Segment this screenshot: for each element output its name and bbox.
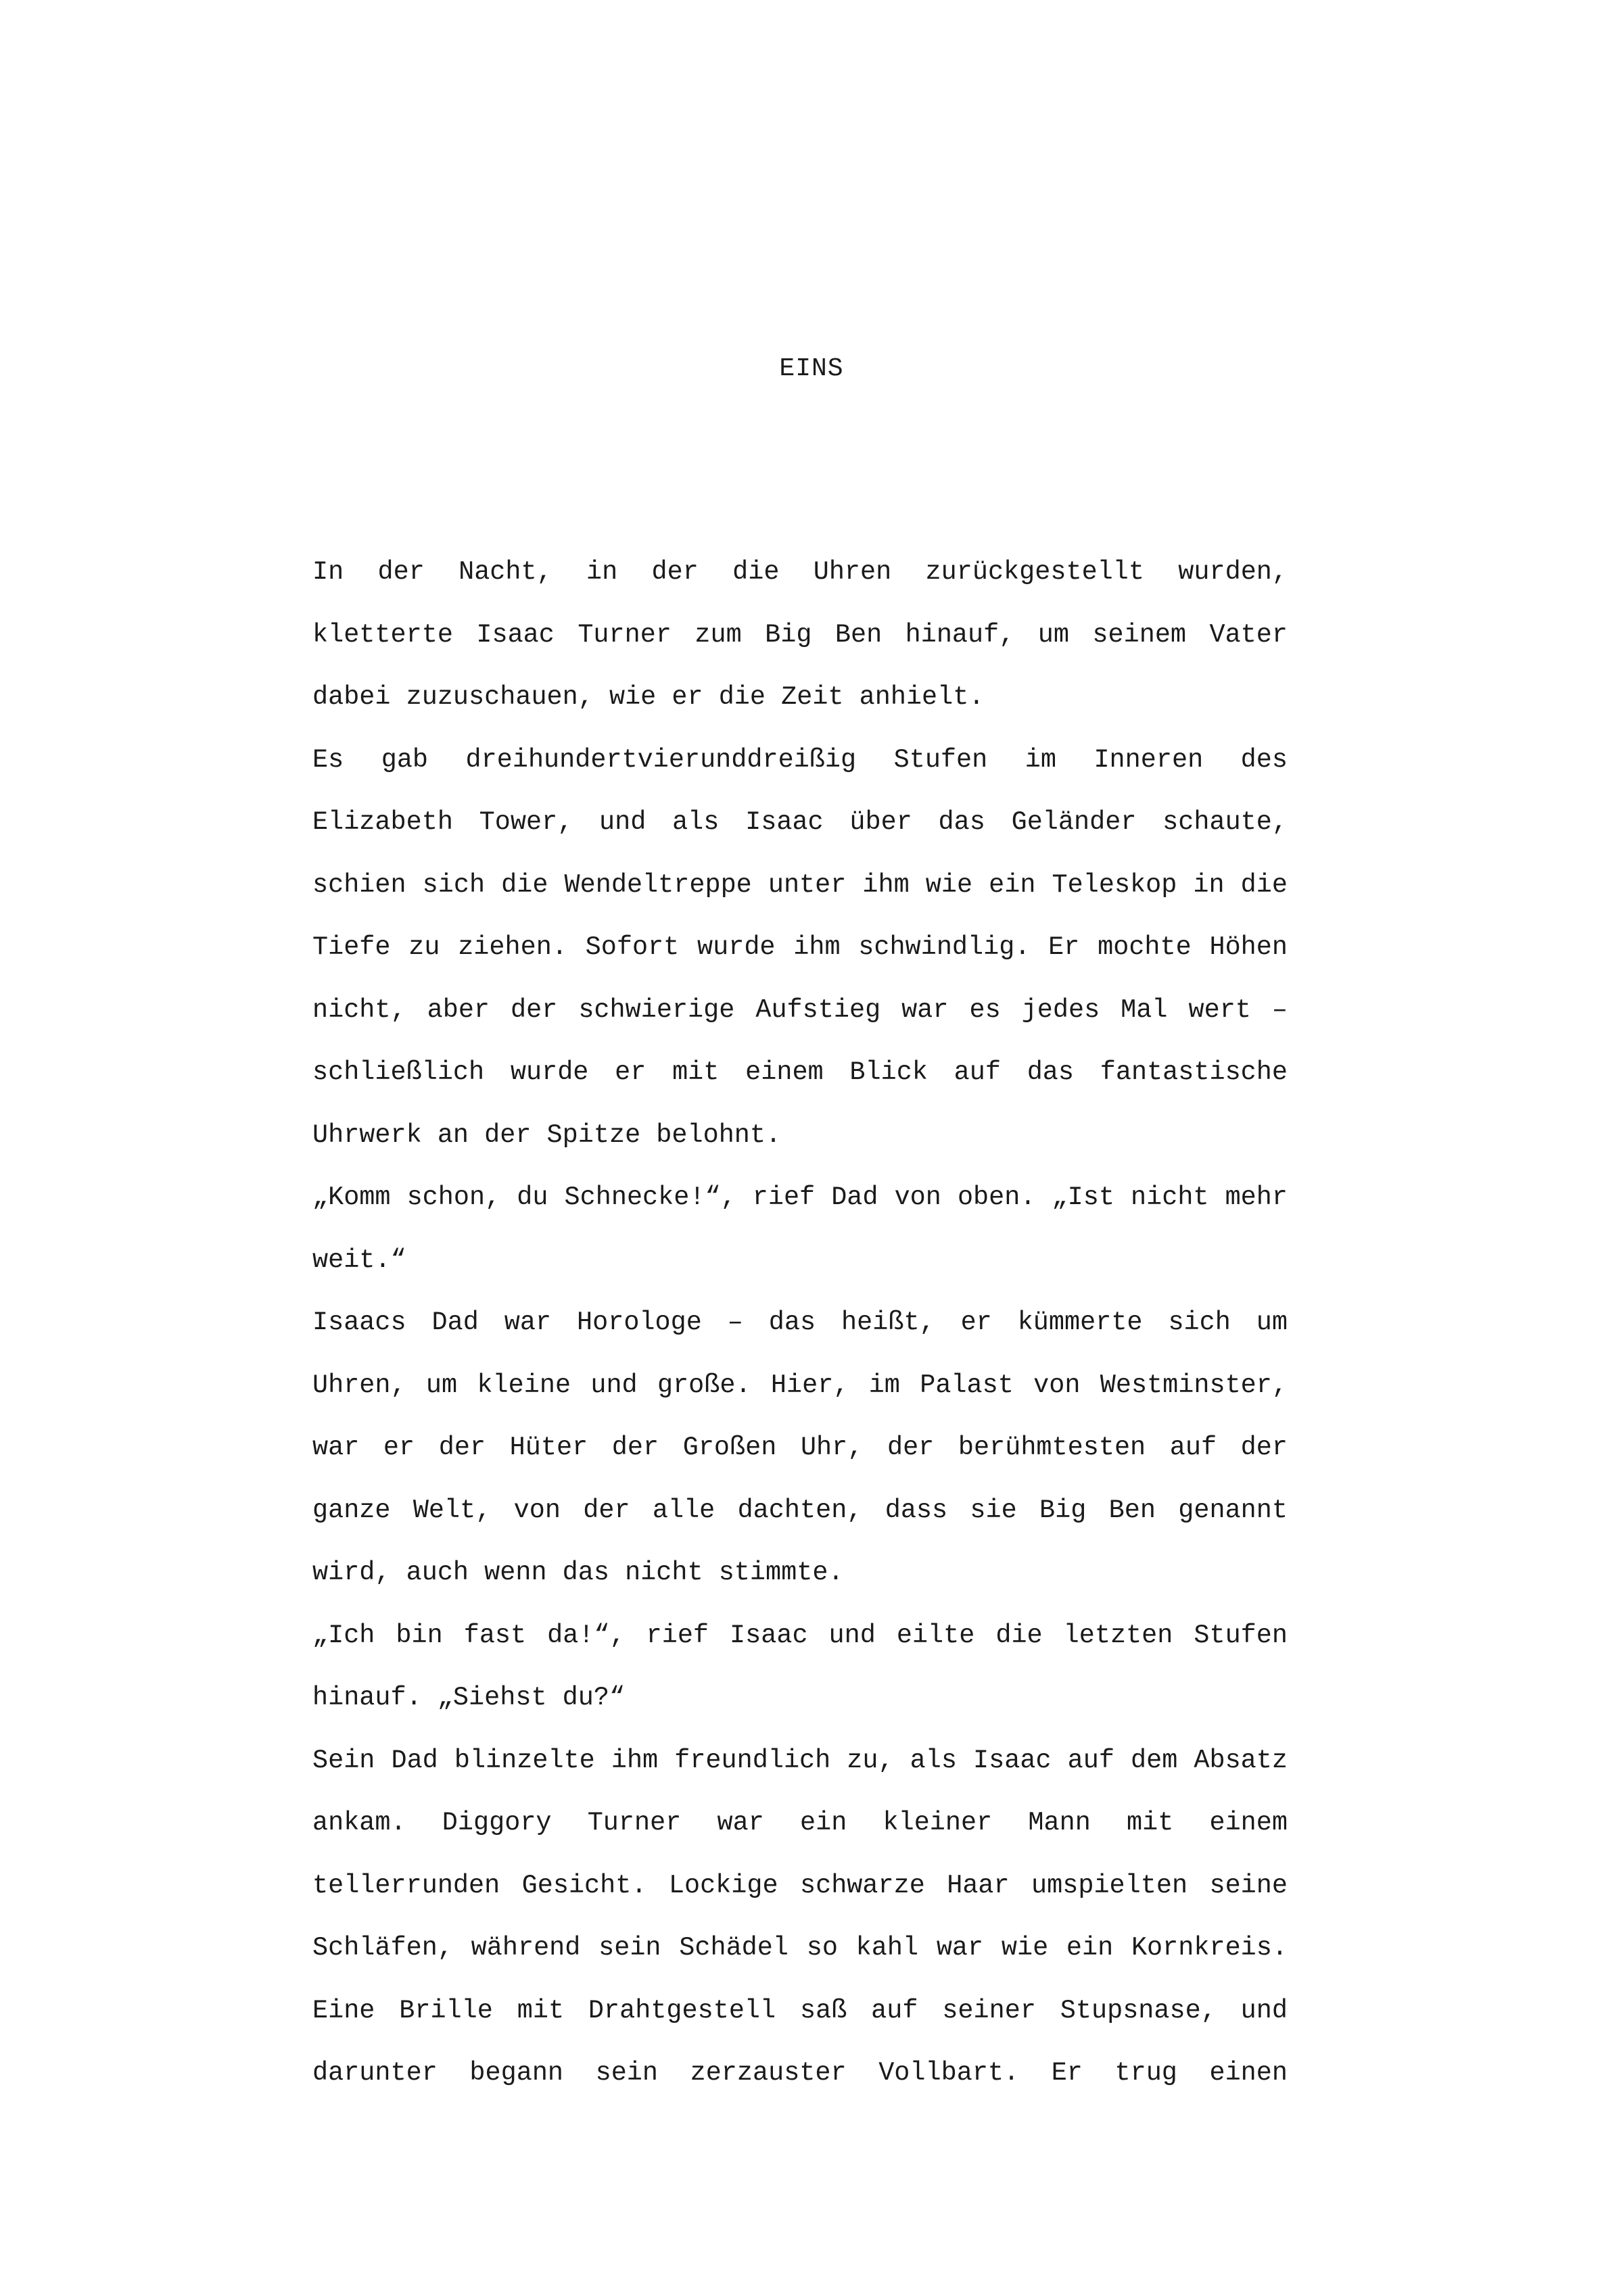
paragraph-4: Isaacs Dad war Horologe – das heißt, er kümmerte sich um Uhren, um kleine und große. Hier, im Palast von Westminster, war er der Hüter der Großen Uhr, der berühmtesten auf der ganze Welt, von der alle dachten, dass sie Big Ben genannt wird, auch wenn das nicht stimmte. — [312, 1308, 1288, 1587]
paragraph-2: Es gab dreihundertvierunddreißig Stufen im Inneren des Elizabeth Tower, und als Isaac über das Geländer schaute, schien sich die Wendeltreppe unter ihm wie ein Teleskop in die Tiefe zu ziehen. Sofort wurde ihm schwindlig. Er mochte Höhen nicht, aber der schwierige Aufstieg war es jedes Mal wert – schließlich wurde er mit einem Blick auf das fantastische Uhrwerk an der Spitze belohnt. — [312, 744, 1288, 1150]
chapter-body — [312, 541, 1288, 2105]
paragraph-6: Sein Dad blinzelte ihm freundlich zu, als Isaac auf dem Absatz ankam. Diggory Turner war ein kleiner Mann mit einem tellerrunden Gesicht. Lockige schwarze Haar umspielten seine Schläfen, während sein Schädel so kahl war wie ein Kornkreis. Eine Brille mit Drahtgestell saß auf seiner Stupsnase, und darunter begann sein zerzauster Vollbart. Er trug einen — [312, 1745, 1288, 2088]
chapter-title: EINS — [779, 354, 844, 383]
paragraph-3: „Komm schon, du Schnecke!“, rief Dad von oben. „Ist nicht mehr weit.“ — [312, 1182, 1288, 1275]
paragraph-5: „Ich bin fast da!“, rief Isaac und eilte die letzten Stufen hinauf. „Siehst du?“ — [312, 1620, 1288, 1713]
paragraph-1: In der Nacht, in der die Uhren zurückgestellt wurden, kletterte Isaac Turner zum Big Ben hinauf, um seinem Vater dabei zuzuschauen, wie er die Zeit anhielt. — [312, 557, 1288, 712]
